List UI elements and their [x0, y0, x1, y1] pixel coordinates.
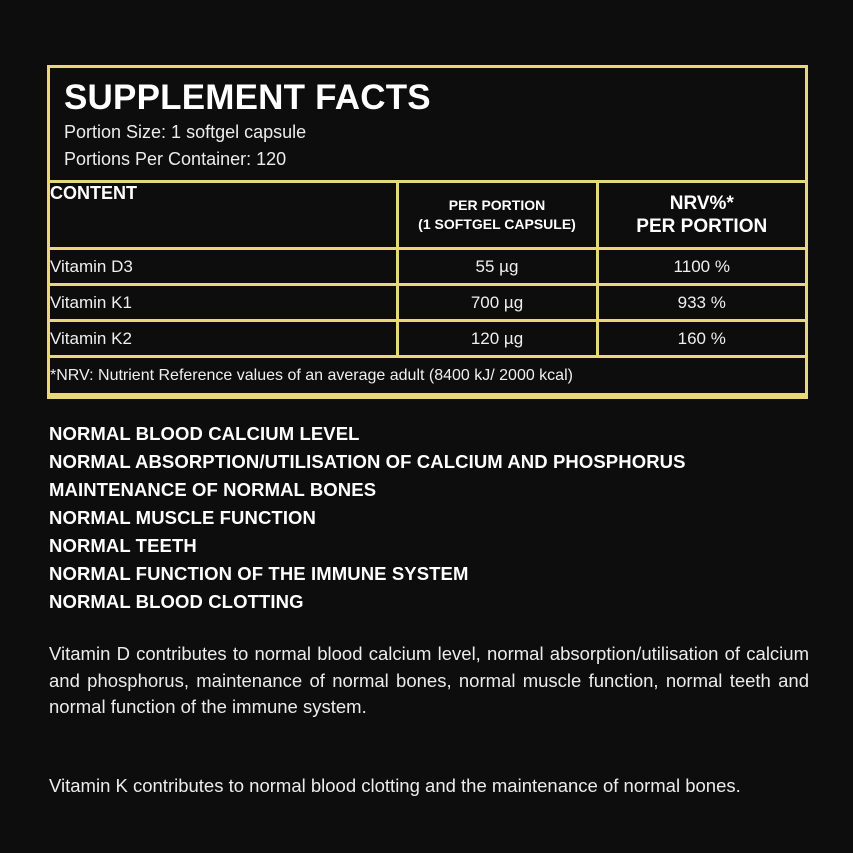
nutrient-name: Vitamin D3	[50, 249, 397, 285]
column-header-nrv	[597, 183, 805, 249]
nrv-line1: NRV%*	[669, 193, 734, 214]
nutrient-name: Vitamin K2	[50, 321, 397, 357]
claim-item: NORMAL MUSCLE FUNCTION	[49, 507, 317, 528]
health-claims-list	[49, 420, 819, 616]
nrv-line2: PER PORTION	[636, 216, 768, 237]
portions-per-container: Portions Per Container: 120	[64, 149, 287, 169]
nutrient-nrv: 1100 %	[597, 249, 805, 285]
nutrient-amount: 120 µg	[397, 321, 597, 357]
supplement-facts-panel	[47, 65, 808, 399]
table-row	[50, 321, 805, 357]
nutrient-amount: 700 µg	[397, 285, 597, 321]
per-portion-line2: (1 SOFTGEL CAPSULE)	[418, 216, 576, 232]
nutrient-name: Vitamin K1	[50, 285, 397, 321]
column-header-content: CONTENT	[50, 183, 397, 249]
claim-item: NORMAL ABSORPTION/UTILISATION OF CALCIUM AND PHOSPHORUS	[49, 451, 686, 472]
claim-item: NORMAL BLOOD CALCIUM LEVEL	[49, 423, 360, 444]
per-portion-line1: PER PORTION	[448, 197, 546, 213]
portion-size: Portion Size: 1 softgel capsule	[64, 122, 307, 142]
footnote-row	[50, 357, 805, 395]
claim-item: NORMAL FUNCTION OF THE IMMUNE SYSTEM	[49, 563, 469, 584]
vitamin-k-description: Vitamin K contributes to normal blood clotting and the maintenance of normal bones.	[49, 775, 741, 796]
facts-table	[50, 183, 805, 396]
claim-item: MAINTENANCE OF NORMAL BONES	[49, 479, 377, 500]
facts-header	[50, 68, 805, 183]
table-header-row	[50, 183, 805, 249]
claim-item: NORMAL BLOOD CLOTTING	[49, 591, 304, 612]
nutrient-nrv: 933 %	[597, 285, 805, 321]
nutrient-nrv: 160 %	[597, 321, 805, 357]
table-row	[50, 285, 805, 321]
vitamin-d-description: Vitamin D contributes to normal blood calcium level, normal absorption/utilisation of calcium and phosphorus, maintenance of normal bones, normal muscle function, normal teeth and normal function of the immune system.	[49, 643, 809, 717]
facts-title: SUPPLEMENT FACTS	[64, 78, 431, 117]
claim-item: NORMAL TEETH	[49, 535, 197, 556]
table-row	[50, 249, 805, 285]
column-header-per-portion	[397, 183, 597, 249]
nrv-footnote: *NRV: Nutrient Reference values of an average adult (8400 kJ/ 2000 kcal)	[50, 357, 805, 395]
nutrient-amount: 55 µg	[397, 249, 597, 285]
